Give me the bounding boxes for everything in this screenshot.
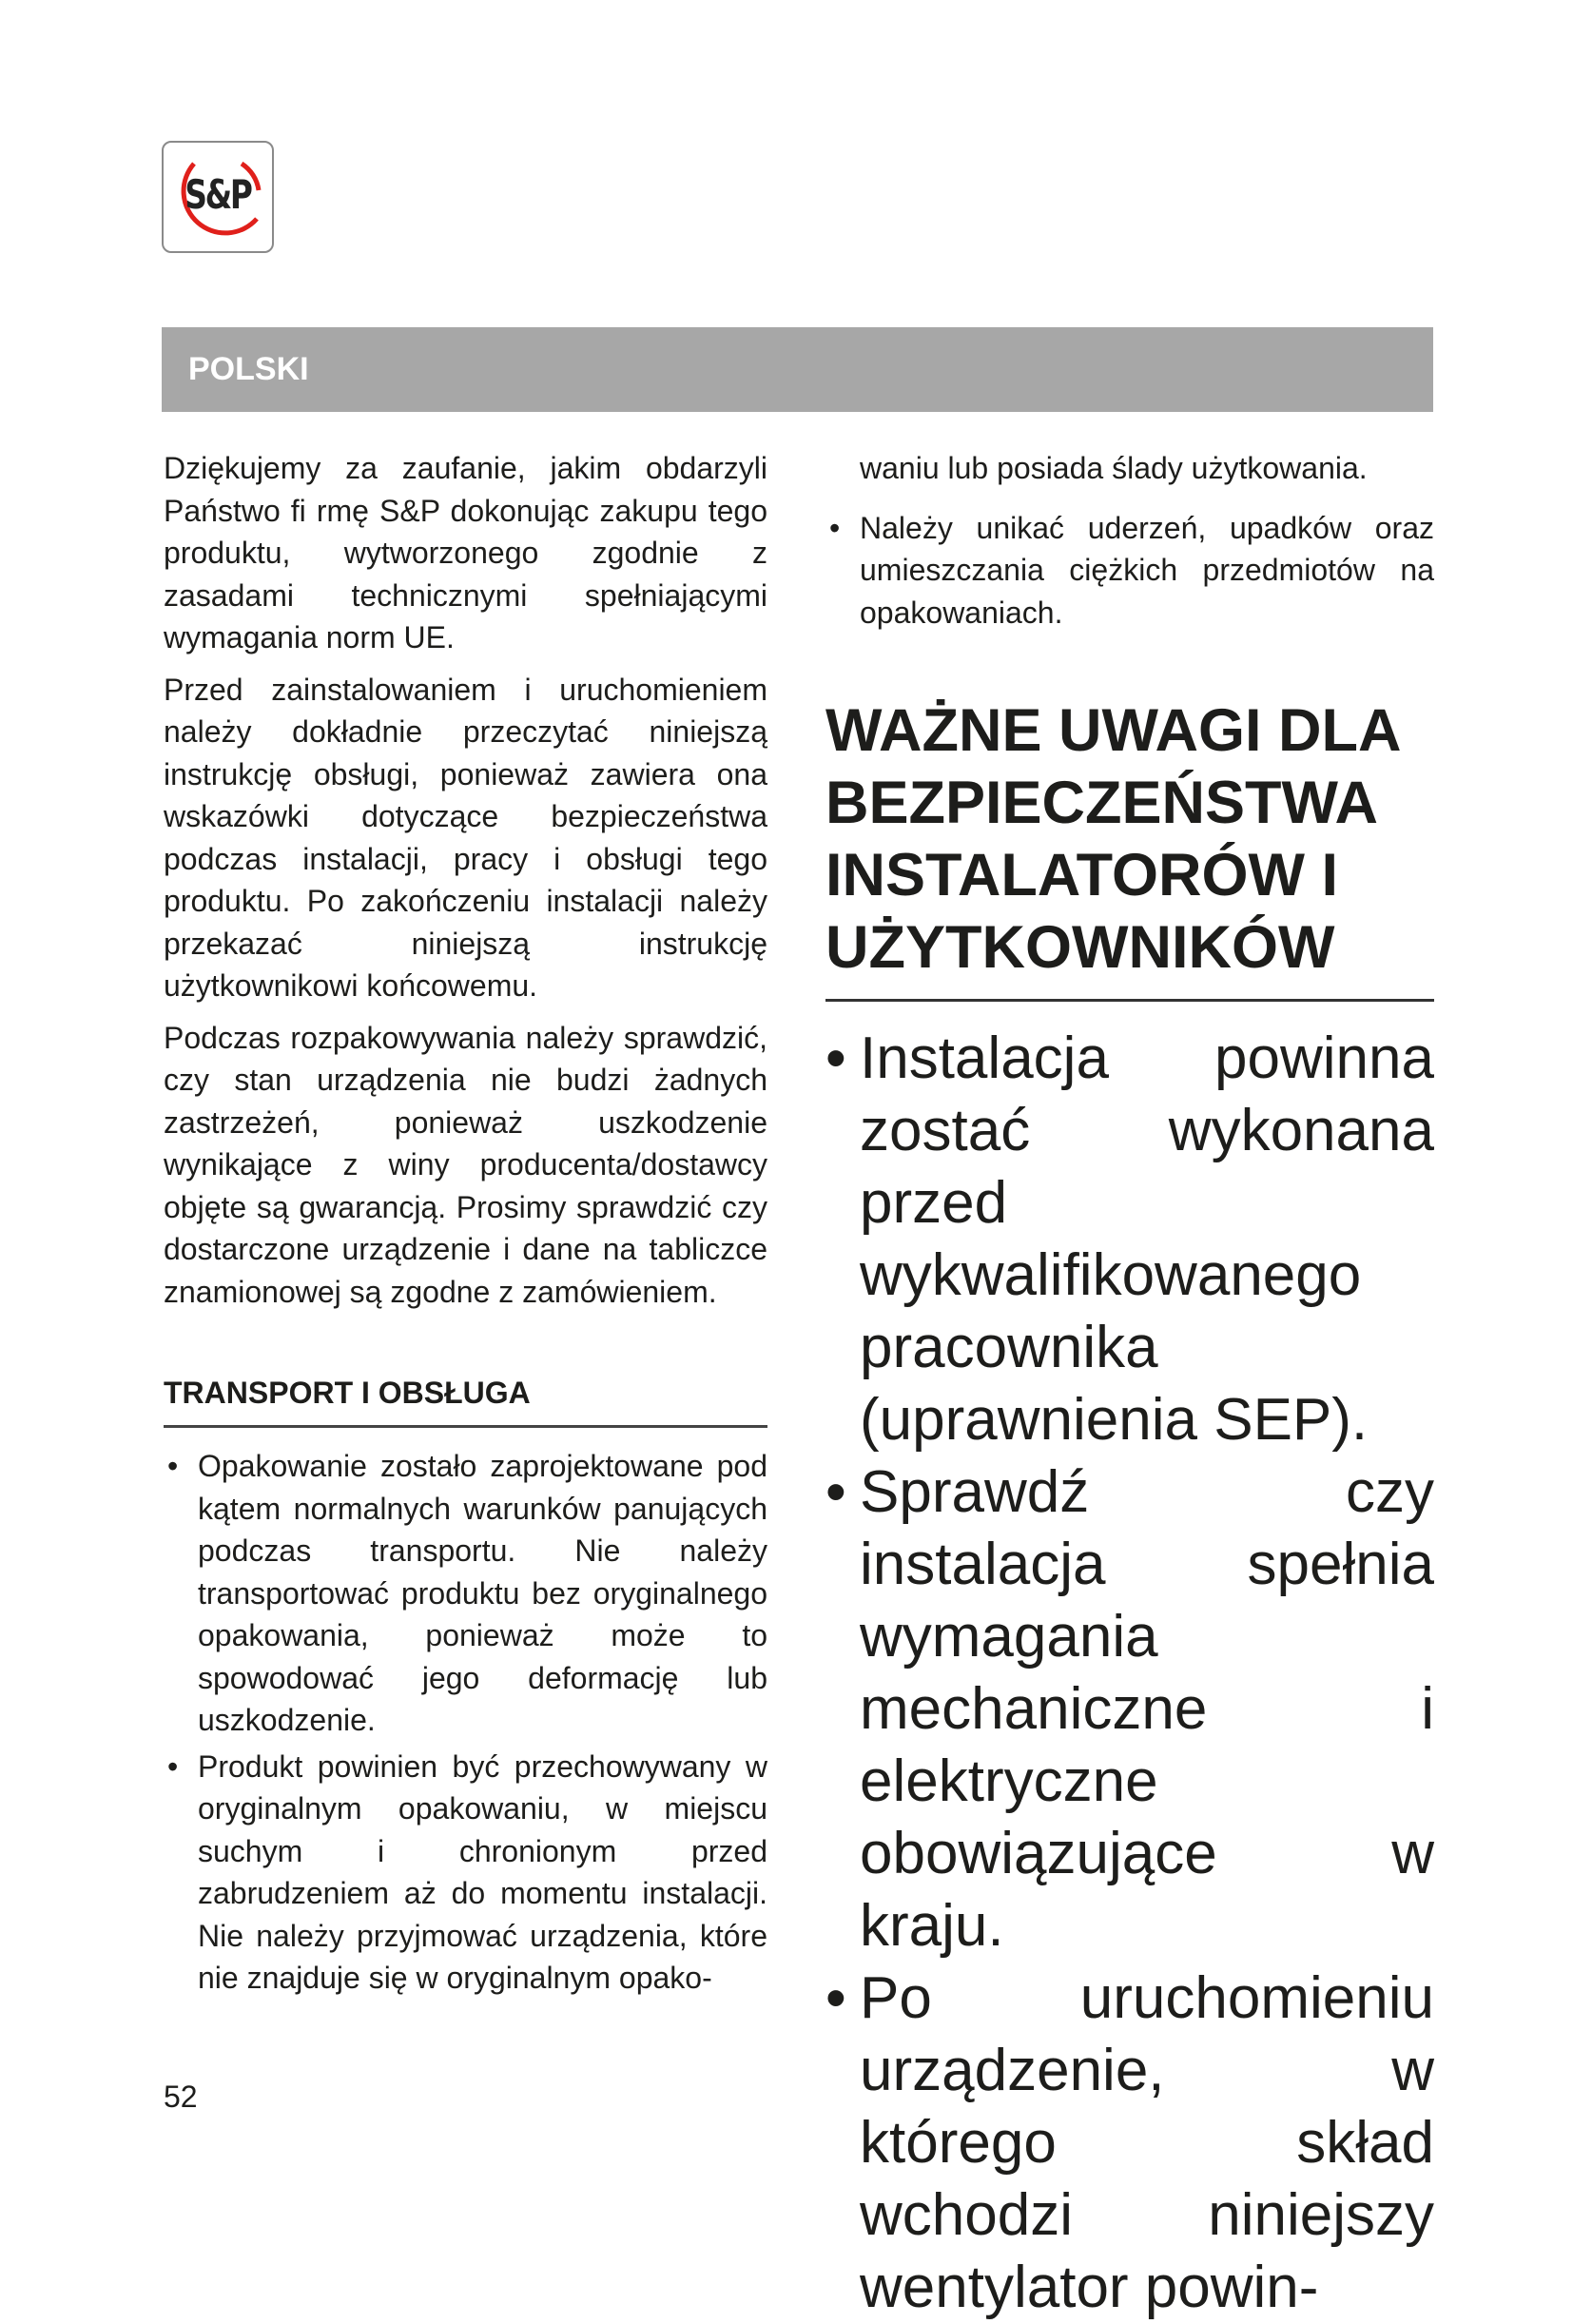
safety-list <box>825 1023 1434 2324</box>
list-item: • Instalacja powinna zostać wykonana przed wykwalifikowanego pracownika (uprawnienia SEP). <box>825 1023 1434 1456</box>
page-number: 52 <box>164 2080 198 2114</box>
list-item: • Po uruchomieniu urządzenie, w którego skład wchodzi niniejszy wentylator powin- <box>825 1963 1434 2324</box>
instructions-paragraph: Przed zainstalowaniem i uruchomieniem należy dokładnie przeczytać niniejszą instrukcję obsługi, ponieważ zawiera ona wskazówki dotyczące bezpieczeństwa podczas instalacji, pracy i obsługi tego produktu. Po zakończeniu instalacji należy przekazać niniejszą instrukcję użytkownikowi końcowemu. <box>164 672 767 1003</box>
sp-logo <box>162 141 274 253</box>
safety-heading: WAŻNE UWAGI DLA BEZPIECZEŃSTWA INSTALATORÓW I UŻYTKOWNIKÓW <box>825 694 1434 1002</box>
transport-list-continued <box>825 507 1434 635</box>
transport-heading: TRANSPORT I OBSŁUGA <box>164 1372 767 1428</box>
bullet-icon: • <box>829 510 841 545</box>
bullet-icon: • <box>825 1965 846 2031</box>
list-item: • Produkt powinien być przechowywany w oryginalnym opakowaniu, w miejscu suchym i chronionym przed zabrudzeniem aż do momentu instalacji. Nie należy przyjmować urządzenia, które nie znajduje się w oryginalnym opako- <box>164 1746 767 2000</box>
intro-paragraph: Dziękujemy za zaufanie, jakim obdarzyli Państwo fi rmę S&P dokonując zakupu tego produktu, wytworzonego zgodnie z zasadami technicznymi spełniającymi wymagania norm UE. <box>164 451 767 654</box>
transport-list <box>164 1445 767 2000</box>
bullet-icon: • <box>825 1025 846 1091</box>
unpacking-paragraph: Podczas rozpakowywania należy sprawdzić, czy stan urządzenia nie budzi żadnych zastrzeżeń, ponieważ uszkodzenie wynikające z winy producenta/dostawcy objęte są gwarancją. Prosimy sprawdzić czy dostarczone urządzenie i dane na tabliczce znamionowej są zgodne z zamówieniem. <box>164 1020 767 1309</box>
logo-text: S&P <box>184 171 251 218</box>
continued-text: waniu lub posiada ślady użytkowania. <box>860 451 1368 485</box>
list-item: • Należy unikać uderzeń, upadków oraz umieszczania ciężkich przedmiotów na opakowaniach. <box>825 507 1434 635</box>
bullet-icon: • <box>167 1748 179 1784</box>
left-column <box>164 447 767 2003</box>
bullet-icon: • <box>167 1449 179 1483</box>
list-item: • Opakowanie zostało zaprojektowane pod kątem normalnych warunków panujących podczas transportu. Nie należy transportować produktu bez oryginalnego opakowania, ponieważ może to spowodować jego deformację lub uszkodzenie. <box>164 1445 767 1742</box>
language-bar: POLSKI <box>162 327 1433 412</box>
list-item: • Sprawdź czy instalacja spełnia wymagania mechaniczne i elektryczne obowiązujące w kraju. <box>825 1456 1434 1963</box>
bullet-icon: • <box>825 1459 846 1525</box>
right-column <box>825 447 1434 2324</box>
